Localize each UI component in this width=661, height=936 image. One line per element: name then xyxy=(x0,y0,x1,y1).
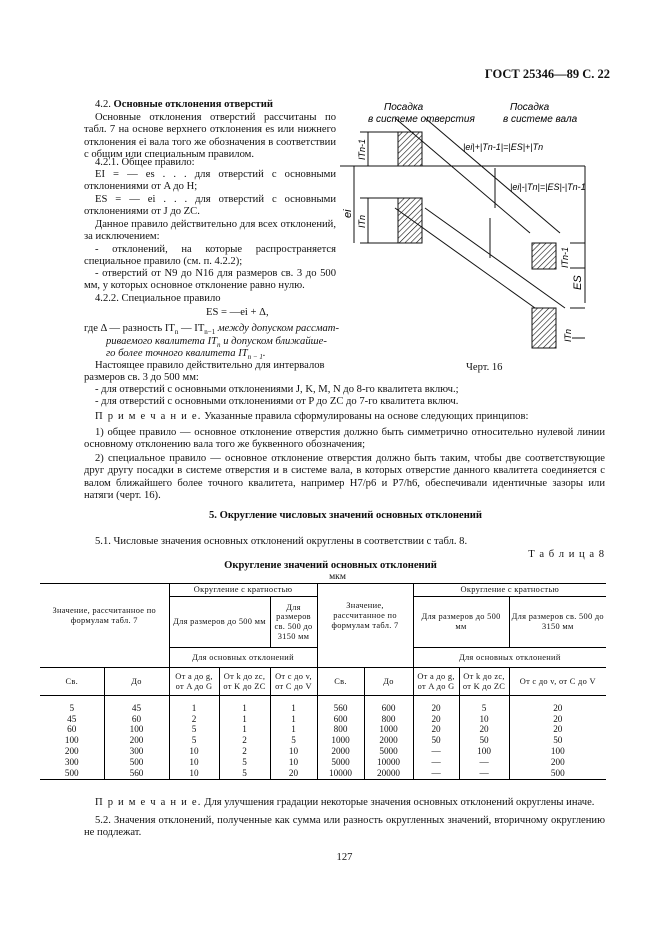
table-cell: 500 xyxy=(40,768,104,779)
table-row xyxy=(40,714,606,725)
note-special-rule: 2) специальное правило — основное отклонение отверстия должно быть таким, чтобы две соответствующие друг другу посадки в системе отверстия и в системе вала, в которых отверстие данного квалитета соединяется с валом ближайшего более точного квалитета, например H7/p6 и P7/h6, обеспечивали идентичные зазоры или натяги (черт. 16). xyxy=(84,453,605,502)
fig-title-right-2: в системе вала xyxy=(503,114,578,125)
table-cell: 20 xyxy=(553,713,563,724)
fig-title-left-1: Посадка xyxy=(384,102,424,113)
header-cv-left: От c до v, от C до V xyxy=(270,668,317,696)
list-item-jkmn: - для отверстий с основными отклонениями J, K, M, N до 8-го квалитета включ.; xyxy=(95,384,459,395)
table-cell: 50 xyxy=(459,735,509,746)
table-cell: 2000 xyxy=(364,735,413,746)
header-ag-right: От a до g, от A до G xyxy=(413,668,459,696)
paragraph-hole-deviations: Основные отклонения отверстий рассчитаны по табл. 7 на основе верхнего отклонения es или нижнего отклонения ei вала того же обозначения в соответствии с общим или специальным правилом. xyxy=(84,112,336,161)
delta-line2-sub: n xyxy=(217,341,221,350)
delta-sub-n1: n−1 xyxy=(204,328,216,337)
table-cell: 600 xyxy=(317,714,364,725)
table-cell: 5 xyxy=(459,696,509,714)
heading-title: Основные отклонения отверстий xyxy=(113,99,273,110)
figure-caption: Черт. 16 xyxy=(466,362,503,373)
table-cell: 10000 xyxy=(317,768,364,779)
header-upto500-right: Для размеров до 500 мм xyxy=(413,597,509,648)
formula-ei: EI = — es . . . для отверстий с основными отклонениями от A до H; xyxy=(84,169,336,193)
table-cell: 10 xyxy=(270,746,317,757)
table-cell: 20 xyxy=(413,714,459,725)
note-rounding xyxy=(95,797,594,809)
formula-es: ES = — ei . . . для отверстий с основными отклонениями от J до ZC. xyxy=(84,194,336,218)
table-cell: 500 xyxy=(509,768,606,779)
fig-label-es: ES xyxy=(572,275,584,290)
table-cell: 20 xyxy=(413,696,459,714)
note-label: П р и м е ч а н и е. xyxy=(95,411,202,422)
table-cell: 200 xyxy=(40,746,104,757)
table-cell: 560 xyxy=(317,696,364,714)
list-item-p-zc: - для отверстий с основными отклонениями от P до ZC до 7-го квалитета включ. xyxy=(95,396,459,407)
heading-number: 4.2. xyxy=(95,99,111,110)
table-row xyxy=(40,696,606,714)
table-cell: 100 xyxy=(104,724,169,735)
delta-line3-text: го более точного квалитета IT xyxy=(106,348,248,359)
hatched-rect-right-itn xyxy=(532,308,556,348)
fig-label-ei: ei xyxy=(342,209,354,218)
fig-label-itn1-right: ITn-1 xyxy=(560,246,570,268)
table-cell: 20 xyxy=(553,724,563,735)
delta-line2-text-b: и допуском ближайше- xyxy=(220,336,327,347)
delta-text-c: между допуском рассмат- xyxy=(215,323,339,334)
header-ag-left: От a до g, от A до G xyxy=(169,668,219,696)
table-cell: 1 xyxy=(219,724,270,735)
delta-line2-text: риваемого квалитета IT xyxy=(106,336,218,347)
table-cell: 800 xyxy=(317,724,364,735)
table-cell: 5 xyxy=(40,696,104,714)
fig-eq-mid: |ei|-|Tn|=|ES|-|Tn-1 xyxy=(510,182,586,192)
table-cell: 10000 xyxy=(364,757,413,768)
table-cell: 60 xyxy=(40,724,104,735)
header-round-right: Округление с кратностью xyxy=(413,584,606,597)
table-row xyxy=(40,724,606,735)
header-sv-right: Св. xyxy=(317,668,364,696)
rule-validity-a: Настоящее правило действительно для интервалов xyxy=(95,360,325,371)
table-cell: 2 xyxy=(219,735,270,746)
page-header: ГОСТ 25346—89 С. 22 xyxy=(484,67,610,81)
fig-label-itn-left: ITn xyxy=(357,214,367,228)
list-item-n9-n16: - отверстий от N9 до N16 для размеров св. 3 до 500 мм, у которых основное отклонение равно нулю. xyxy=(84,268,336,292)
table-label: Т а б л и ц а 8 xyxy=(528,549,605,560)
table-cell: — xyxy=(459,768,509,779)
table-cell: 2 xyxy=(219,746,270,757)
paragraph-exceptions: Данное правило действительно для всех отклонений, за исключением: xyxy=(84,219,336,243)
table-cell: 1 xyxy=(270,714,317,725)
table-cell: 5 xyxy=(169,735,219,746)
paragraph-5-2: 5.2. Значения отклонений, полученные как сумма или разность округленных значений, вторичному округлению не подлежат. xyxy=(84,815,605,839)
note-principles xyxy=(95,411,528,423)
table-cell: 5000 xyxy=(317,757,364,768)
section-5-heading: 5. Округление числовых значений основных отклонений xyxy=(208,510,483,521)
table-cell: 1 xyxy=(270,724,317,735)
header-cv-right: От c до v, от C до V xyxy=(509,668,606,696)
rule-validity-b: размеров св. 3 до 500 мм: xyxy=(84,372,199,383)
table-cell: 200 xyxy=(104,735,169,746)
list-item-special: - отклонений, на которые распространяется специальное правило (см. п. 4.2.2); xyxy=(84,244,336,268)
table-cell: 20 xyxy=(413,724,459,735)
table-cell: 20 xyxy=(270,768,317,779)
table-cell: 2000 xyxy=(317,746,364,757)
table-cell: 1 xyxy=(169,696,219,714)
page-number: 127 xyxy=(336,852,353,863)
header-500-3150-left: Для размеров св. 500 до 3150 мм xyxy=(270,597,317,648)
header-500-3150-right: Для размеров св. 500 до 3150 мм xyxy=(511,612,604,631)
table-cell: 2 xyxy=(169,714,219,725)
table-cell: 300 xyxy=(104,746,169,757)
table-cell: 600 xyxy=(364,696,413,714)
table-cell: — xyxy=(413,746,459,757)
table-cell: — xyxy=(459,757,509,768)
header-kzc-left: От k до zc, от K до ZC xyxy=(219,668,270,696)
table-unit: мкм xyxy=(329,571,346,582)
table-cell: 50 xyxy=(413,735,459,746)
table-body xyxy=(40,696,606,780)
section-4-2-heading xyxy=(95,99,335,111)
table-cell: 10 xyxy=(270,757,317,768)
table-cell: 5 xyxy=(270,735,317,746)
fig-eq-top: |ei|+|Tn-1|=|ES|+|Tn xyxy=(463,142,544,152)
header-main-left: Для основных отклонений xyxy=(169,648,317,668)
header-main-right: Для основных отклонений xyxy=(413,648,606,668)
table-cell: 100 xyxy=(40,735,104,746)
table-cell: 45 xyxy=(104,696,169,714)
table-cell: — xyxy=(413,757,459,768)
header-do-right: До xyxy=(364,668,413,696)
header-value-left: Значение, рассчитанное по формулам табл. 7 xyxy=(40,584,169,648)
table-cell: 45 xyxy=(40,714,104,725)
table-cell: 5 xyxy=(169,724,219,735)
rounding-table xyxy=(40,583,606,780)
general-rule-title: 4.2.1. Общее правило: xyxy=(95,157,195,168)
table-cell: 1 xyxy=(219,696,270,714)
table-row xyxy=(40,757,606,768)
table-cell: 100 xyxy=(459,746,509,757)
table-cell: 100 xyxy=(550,746,565,757)
header-round-left: Округление с кратностью xyxy=(169,584,317,597)
delta-line3-sub: n − 1 xyxy=(247,353,263,362)
table-8 xyxy=(40,583,606,780)
table-title: Округление значений основных отклонений xyxy=(224,560,437,571)
table-cell: 1000 xyxy=(317,735,364,746)
paragraph-5-1: 5.1. Числовые значения основных отклонений округлены в соответствии с табл. 8. xyxy=(95,536,468,547)
delta-text: где Δ — разность IT xyxy=(84,323,175,334)
delta-text-b: — IT xyxy=(178,323,205,334)
table-cell: 5000 xyxy=(364,746,413,757)
header-kzc-right: От k до zc, от K до ZC xyxy=(459,668,509,696)
note2-text: Для улучшения градации некоторые значения основных отклонений округлены иначе. xyxy=(201,797,595,808)
table-cell: 20 xyxy=(459,724,509,735)
table-cell: 10 xyxy=(169,768,219,779)
formula-special: ES = —ei + Δ, xyxy=(206,307,269,318)
table-row xyxy=(40,746,606,757)
table-cell: 200 xyxy=(550,757,565,768)
table-cell: 500 xyxy=(104,757,169,768)
table-cell: 20000 xyxy=(364,768,413,779)
figure-16-diagram xyxy=(340,98,610,368)
note2-label: П р и м е ч а н и е. xyxy=(95,797,202,808)
table-cell: 10 xyxy=(459,714,509,725)
fig-title-left-2: в системе отверстия xyxy=(368,114,475,125)
table-cell: 10 xyxy=(169,757,219,768)
table-cell: — xyxy=(413,768,459,779)
fig-title-right-1: Посадка xyxy=(510,102,550,113)
table-cell: 300 xyxy=(40,757,104,768)
hatched-rect-hole-itn1 xyxy=(398,132,422,166)
table-row xyxy=(40,735,606,746)
table-cell: 5 xyxy=(219,757,270,768)
table-cell: 60 xyxy=(104,714,169,725)
table-cell: 10 xyxy=(169,746,219,757)
special-rule-title: 4.2.2. Специальное правило xyxy=(95,293,221,304)
header-upto500-left: Для размеров до 500 мм xyxy=(169,597,270,648)
note-text: Указанные правила сформулированы на основе следующих принципов: xyxy=(201,411,529,422)
table-cell: 1 xyxy=(219,714,270,725)
table-cell: 800 xyxy=(364,714,413,725)
table-cell: 5 xyxy=(219,768,270,779)
fig-label-itn-right: ITn xyxy=(563,328,573,342)
table-cell: 50 xyxy=(553,735,563,746)
table-cell: 1000 xyxy=(364,724,413,735)
delta-line3-dot: . xyxy=(262,348,266,359)
hatched-rect-right-itn1 xyxy=(532,243,556,269)
hatched-rect-shaft-itn xyxy=(398,198,422,243)
note-general-rule: 1) общее правило — основное отклонение отверстия должно быть симметрично относительно нулевой линии основному отклонению вала того же буквенного обозначения; xyxy=(84,427,605,451)
header-do-left: До xyxy=(104,668,169,696)
header-sv-left: Св. xyxy=(40,668,104,696)
table-cell: 20 xyxy=(553,702,563,713)
table-cell: 560 xyxy=(104,768,169,779)
delta-sub-n: n xyxy=(174,328,179,337)
table-cell: 1 xyxy=(270,696,317,714)
header-value-right: Значение, рассчитанное по формулам табл. 7 xyxy=(317,584,413,648)
fig-label-itn1-left: ITn-1 xyxy=(357,138,367,160)
table-row xyxy=(40,768,606,779)
